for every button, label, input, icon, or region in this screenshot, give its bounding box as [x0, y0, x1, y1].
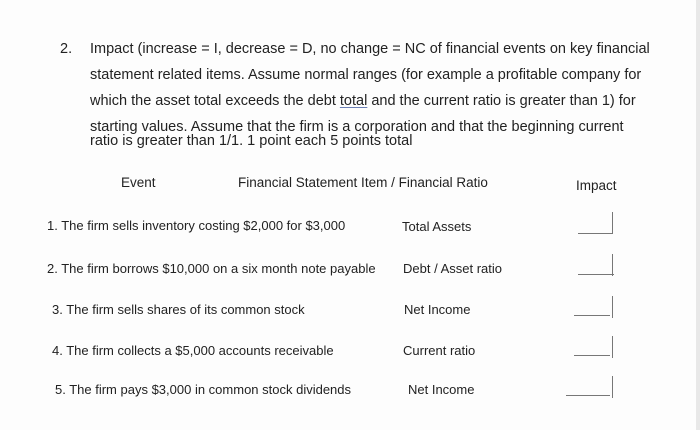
header-impact: Impact [576, 178, 617, 193]
item-4: Current ratio [403, 343, 476, 358]
question-line-3-end: and the current ratio is greater than 1) for [367, 93, 636, 109]
item-3: Net Income [404, 302, 471, 317]
event-2: 2. The firm borrows $10,000 on a six month note payable [47, 261, 376, 276]
underlined-total: total [339, 93, 368, 109]
impact-blank-3[interactable] [574, 315, 610, 316]
question-line-4: starting values. Assume that the firm is a corporation and that the beginning current [90, 119, 624, 135]
impact-blank-2[interactable] [578, 274, 614, 275]
item-2: Debt / Asset ratio [403, 261, 502, 276]
impact-blank-1[interactable] [578, 233, 612, 234]
margin-mark-4 [612, 336, 613, 358]
event-1: 1. The firm sells inventory costing $2,000 for $3,000 [47, 218, 346, 233]
edge-shadow [696, 0, 700, 430]
question-number: 2. [60, 41, 73, 57]
event-3: 3. The firm sells shares of its common stock [52, 302, 305, 317]
event-5: 5. The firm pays $3,000 in common stock dividends [55, 382, 352, 397]
margin-mark-5 [612, 376, 613, 398]
question-line-5: ratio is greater than 1/1. 1 point each 5 points total [90, 133, 413, 149]
item-5: Net Income [408, 382, 475, 397]
question-line-2: statement related items. Assume normal ranges (for example a profitable company for [90, 67, 642, 83]
header-item: Financial Statement Item / Financial Ratio [238, 175, 488, 190]
margin-mark-1 [612, 212, 613, 234]
question-line-3 [90, 93, 636, 109]
header-event: Event [121, 175, 156, 190]
question-line-1: Impact (increase = I, decrease = D, no change = NC of financial events on key financial [90, 41, 650, 57]
margin-mark-3 [612, 296, 613, 318]
event-4: 4. The firm collects a $5,000 accounts receivable [52, 343, 334, 358]
question-line-3-start: which the asset total exceeds the debt [90, 93, 340, 109]
impact-blank-4[interactable] [574, 355, 610, 356]
margin-mark-2 [612, 254, 613, 276]
item-1: Total Assets [402, 219, 472, 234]
impact-blank-5[interactable] [566, 395, 610, 396]
